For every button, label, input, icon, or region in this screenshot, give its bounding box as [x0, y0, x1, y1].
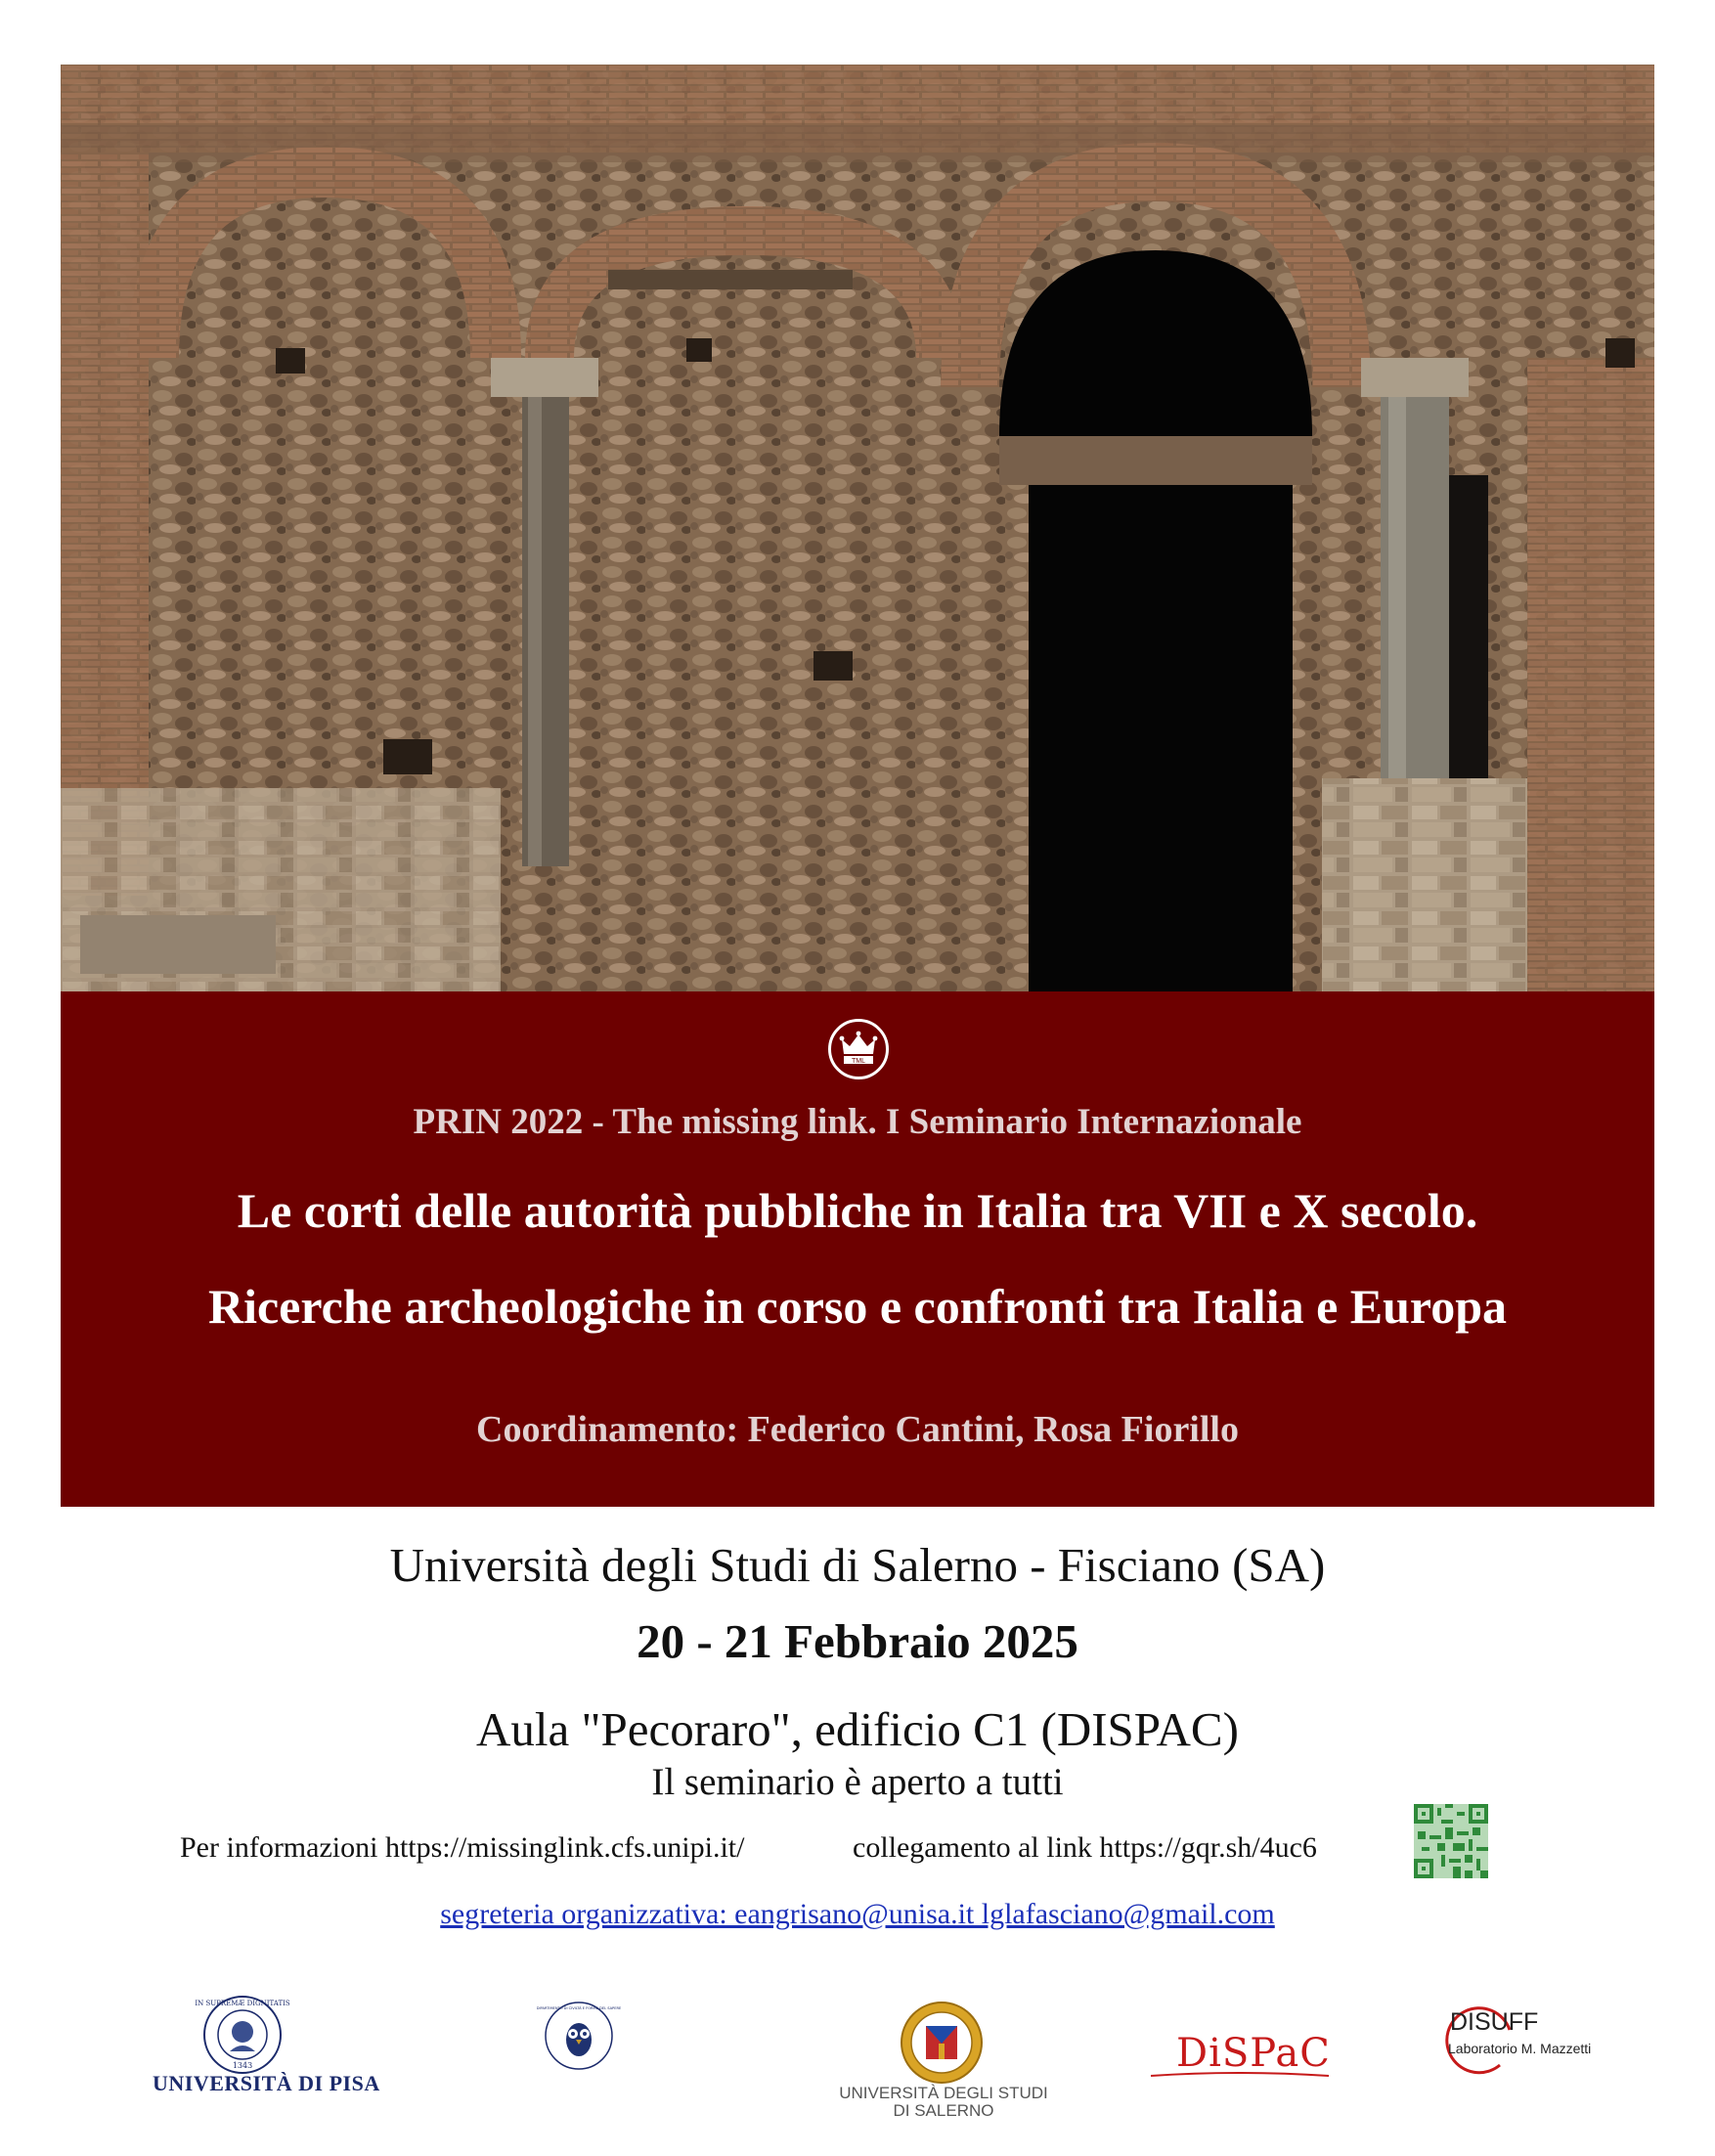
crown-logo-icon	[828, 1019, 889, 1079]
salerno-caption-line-2: DI SALERNO	[893, 2101, 994, 2120]
pisa-caption: UNIVERSITÀ DI PISA	[153, 2071, 380, 2095]
disuff-logo-subtitle: Laboratorio M. Mazzetti	[1448, 2041, 1592, 2056]
qr-code-icon[interactable]	[1414, 1804, 1488, 1878]
seminar-title-line-2: Ricerche archeologiche in corso e confronti tra Italia e Europa	[207, 1279, 1508, 1334]
disuff-logo-title: DISUFF	[1450, 2008, 1539, 2036]
coordination-line: Coordinamento: Federico Cantini, Rosa Fiorillo	[476, 1409, 1239, 1450]
dispac-logo-text: DiSPaC	[1176, 2031, 1331, 2076]
info-link[interactable]: Per informazioni https://missinglink.cfs.unipi.it/	[180, 1831, 745, 1864]
salerno-caption	[831, 2085, 1056, 2120]
secretary-emails[interactable]: segreteria organizzativa: eangrisano@unisa.it lglafasciano@gmail.com	[440, 1898, 1275, 1930]
title-banner	[61, 991, 1654, 1507]
event-dates: 20 - 21 Febbraio 2025	[637, 1614, 1078, 1668]
prin-subtitle: PRIN 2022 - The missing link. I Seminario Internazionale	[413, 1102, 1302, 1142]
connection-link[interactable]: collegamento al link https://gqr.sh/4uc6	[853, 1831, 1317, 1864]
header-photo-ruins	[61, 65, 1654, 991]
dipartimento-seal-text: DIPARTIMENTO DI CIVILTÀ E FORME DEL SAPERE	[536, 2006, 622, 2010]
salerno-caption-line-1: UNIVERSITÀ DEGLI STUDI	[839, 2084, 1048, 2102]
salerno-seal-icon	[900, 2001, 984, 2085]
pisa-seal-year: 1343	[232, 2061, 253, 2070]
seminar-title-line-1: Le corti delle autorità pubbliche in Italia tra VII e X secolo.	[237, 1183, 1478, 1238]
pisa-seal-icon	[195, 1995, 290, 2075]
university-location: Università degli Studi di Salerno - Fisciano (SA)	[389, 1538, 1326, 1592]
pisa-seal-motto: IN SUPREMÆ DIGNITATIS	[195, 2000, 290, 2007]
crown-logo-text: TML	[852, 1058, 865, 1065]
dipartimento-owl-seal-icon	[536, 2001, 622, 2071]
open-to-all-note: Il seminario è aperto a tutti	[651, 1761, 1064, 1803]
event-venue: Aula "Pecoraro", edificio C1 (DISPAC)	[476, 1702, 1239, 1756]
